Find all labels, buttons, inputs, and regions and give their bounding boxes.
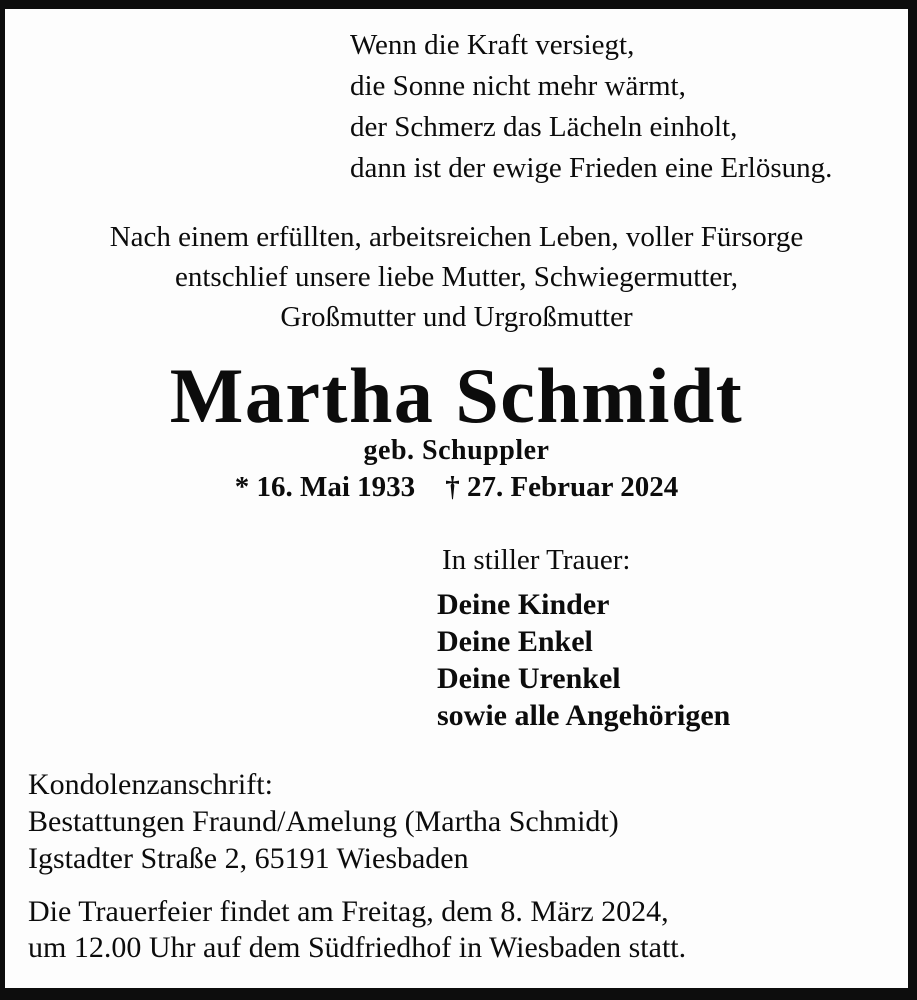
poem-line: Wenn die Kraft versiegt,	[350, 29, 635, 61]
condolence-line: Igstadter Straße 2, 65191 Wiesbaden	[28, 842, 469, 875]
poem-line: dann ist der ewige Frieden eine Erlösung.	[350, 152, 833, 184]
introduction-text	[5, 217, 908, 337]
mourner-line: Deine Enkel	[437, 625, 593, 658]
intro-line: entschlief unsere liebe Mutter, Schwiegermutter,	[175, 261, 738, 293]
mourner-line: sowie alle Angehörigen	[437, 699, 731, 732]
poem-line: der Schmerz das Lächeln einholt,	[350, 111, 738, 143]
condolence-address	[28, 766, 619, 877]
frame-border-right	[908, 0, 917, 1000]
poem-line: die Sonne nicht mehr wärmt,	[350, 70, 686, 102]
funeral-line: Die Trauerfeier findet am Freitag, dem 8. März 2024,	[28, 895, 669, 928]
mourner-line: Deine Urenkel	[437, 662, 621, 695]
deceased-name: Martha Schmidt	[169, 352, 744, 439]
maiden-name: geb. Schuppler	[363, 435, 550, 466]
funeral-line: um 12.00 Uhr auf dem Südfriedhof in Wiesbaden statt.	[28, 931, 687, 964]
mourning-label: In stiller Trauer:	[442, 544, 631, 576]
condolence-line: Kondolenzanschrift:	[28, 768, 273, 801]
funeral-service-info	[28, 894, 686, 966]
frame-border-bottom	[0, 988, 917, 1000]
mourners-list	[437, 586, 730, 734]
mourner-line: Deine Kinder	[437, 588, 610, 621]
intro-line: Großmutter und Urgroßmutter	[280, 301, 633, 333]
frame-border-top	[0, 0, 917, 9]
condolence-line: Bestattungen Fraund/Amelung (Martha Schmidt)	[28, 805, 619, 838]
birth-date: * 16. Mai 1933	[234, 471, 416, 503]
death-date: † 27. Februar 2024	[445, 471, 679, 503]
memorial-poem	[350, 25, 832, 189]
life-dates	[5, 471, 908, 503]
intro-line: Nach einem erfüllten, arbeitsreichen Leben, voller Fürsorge	[109, 221, 804, 253]
